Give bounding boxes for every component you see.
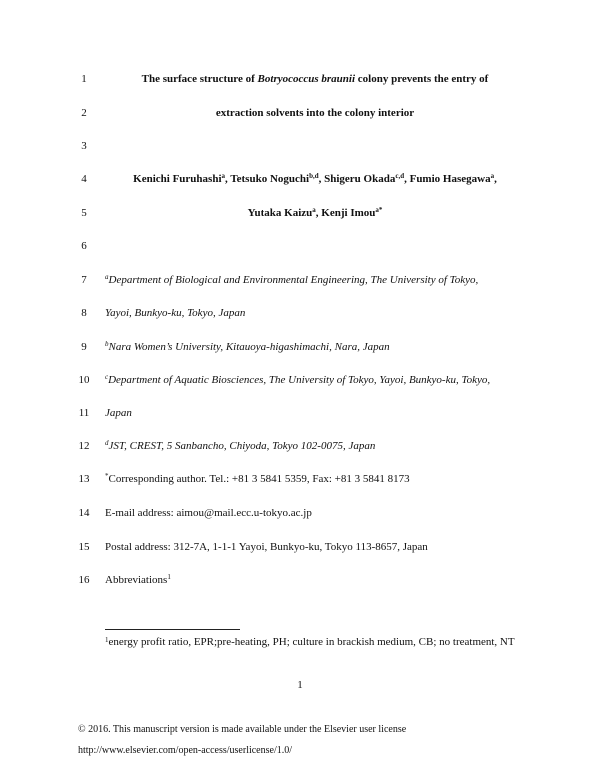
- line-number: 2: [81, 107, 87, 119]
- affiliation-c: $^c$Department of Aquatic Biosciences, The University of Tokyo, Yayoi, Bunkyo-ku, Tokyo,: [105, 373, 491, 386]
- line-number: 16: [78, 574, 90, 586]
- line-number: 4: [81, 173, 87, 185]
- paper-title-line-1: The surface structure of Botryococcus braunii colony prevents the entry of: [141, 73, 489, 85]
- author-name: Kenichi Furuhashi: [133, 173, 222, 185]
- affiliation-b: $^b$Nara Women’s University, Kitauoya-higashimachi, Nara, Japan: [105, 340, 390, 353]
- affiliation-c-continued: Japan: [105, 407, 132, 419]
- author-list-line-1: Kenichi Furuhashi$^a$, Tetsuko Noguchi$^{b,d}$, Shigeru Okada$^{c,d}$, Fumio Hasegawa$^a$,: [133, 172, 497, 185]
- affiliation-a: $^a$Department of Biological and Environmental Engineering, The University of Tokyo,: [105, 273, 479, 286]
- line-number: 7: [81, 274, 87, 286]
- line-number: 11: [78, 407, 90, 419]
- author-name: Fumio Hasegawa: [409, 173, 491, 185]
- author-name: Kenji Imou: [321, 207, 376, 219]
- line-number: 10: [78, 374, 90, 386]
- corresponding-author: *Corresponding author. Tel.: +81 3 5841 5359, Fax: +81 3 5841 8173: [105, 472, 410, 485]
- line-number: 8: [81, 307, 87, 319]
- line-number: 3: [81, 140, 87, 152]
- author-name: Yutaka Kaizu: [247, 207, 313, 219]
- line-number: 9: [81, 341, 87, 353]
- postal-address: Postal address: 312-7A, 1-1-1 Yayoi, Bunkyo-ku, Tokyo 113-8657, Japan: [105, 541, 428, 553]
- line-number: 13: [78, 473, 90, 485]
- line-number: 6: [81, 240, 87, 252]
- license-url: http://www.elsevier.com/open-access/userlicense/1.0/: [78, 745, 293, 756]
- line-number: 5: [81, 207, 87, 219]
- line-number: 12: [78, 440, 90, 452]
- affiliation-a-continued: Yayoi, Bunkyo-ku, Tokyo, Japan: [105, 307, 246, 319]
- author-list-line-2: Yutaka Kaizu$^a$, Kenji Imou$^{a*}$: [247, 206, 383, 219]
- email-address: E-mail address: aimou@mail.ecc.u-tokyo.ac.jp: [105, 507, 312, 519]
- author-name: Tetsuko Noguchi: [230, 173, 310, 185]
- affiliation-d: $^d$JST, CREST, 5 Sanbancho, Chiyoda, Tokyo 102-0075, Japan: [105, 439, 376, 452]
- footnote: $^1$energy profit ratio, EPR;pre-heating, PH; culture in brackish medium, CB; no treatment, NT: [105, 636, 515, 648]
- author-name: Shigeru Okada: [324, 173, 396, 185]
- page-number: 1: [297, 679, 303, 691]
- paper-title-line-2: extraction solvents into the colony interior: [215, 107, 415, 119]
- license-notice: © 2016. This manuscript version is made available under the Elsevier user license: [78, 724, 407, 735]
- abbreviations-heading: Abbreviations$^1$: [105, 573, 171, 586]
- footnote-divider: [105, 629, 240, 630]
- species-name: Botryococcus braunii: [257, 73, 356, 85]
- line-number: 14: [78, 507, 90, 519]
- line-number: 1: [81, 73, 87, 85]
- line-number: 15: [78, 541, 90, 553]
